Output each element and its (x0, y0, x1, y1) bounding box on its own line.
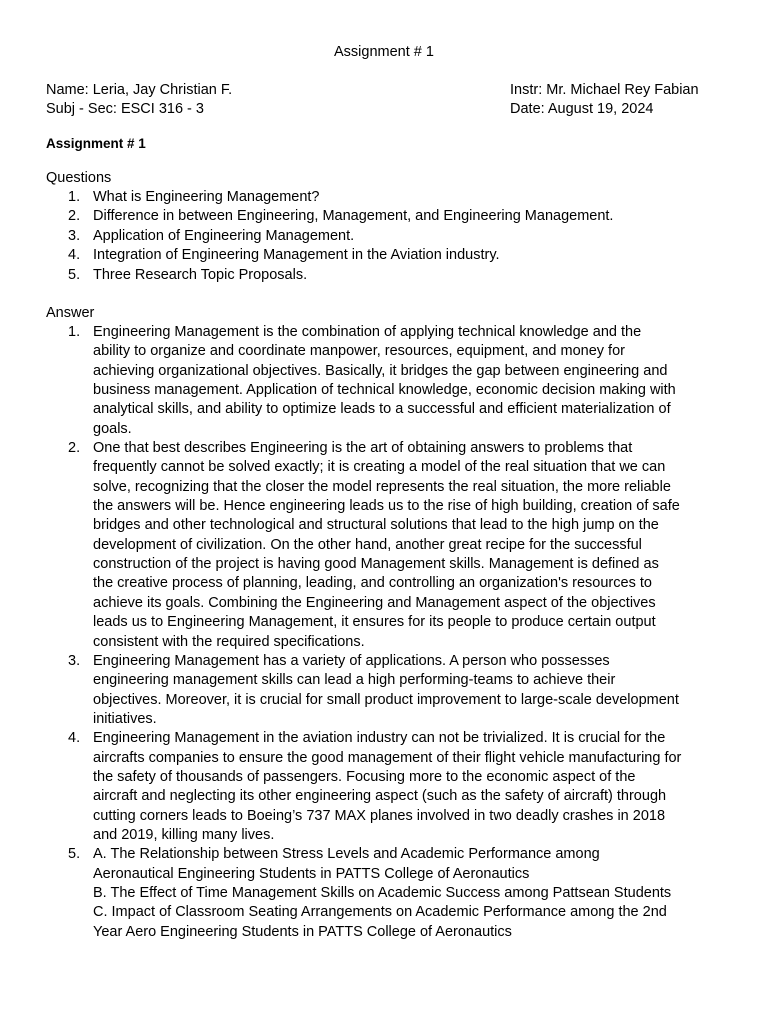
answer-item (46, 323, 728, 439)
answer-item (46, 845, 728, 942)
answer-line: leads us to Engineering Management, it ensures for its people to produce certain output (93, 614, 656, 631)
document-title: Assignment # 1 (334, 44, 434, 60)
answer-line: the answers will be. Hence engineering leads us to the rise of high building, creation of safe (93, 498, 680, 515)
answer-line: the creative process of planning, leading, and controlling an organization's resources to (93, 575, 652, 592)
answer-item (46, 652, 728, 729)
question-text: Integration of Engineering Management in the Aviation industry. (93, 247, 500, 264)
answer-line: Year Aero Engineering Students in PATTS College of Aeronautics (93, 923, 512, 940)
answer-line: A. The Relationship between Stress Levels and Academic Performance among (93, 846, 600, 863)
answer-number: 2. (68, 440, 81, 457)
answer-line: B. The Effect of Time Management Skills on Academic Success among Pattsean Students (93, 884, 672, 901)
course-info (510, 81, 699, 119)
answer-line: analytical skills, and ability to optimize leads to a successful and efficient materialization of (93, 401, 671, 418)
question-number: 5. (68, 266, 81, 283)
question-text: Difference in between Engineering, Management, and Engineering Management. (93, 208, 614, 225)
answer-line: solve, recognizing that the closer the model represents the real situation, the more reliable (93, 478, 671, 495)
submission-date: Date: August 19, 2024 (510, 101, 654, 117)
answer-line: ability to organize and coordinate manpower, resources, equipment, and money for (93, 343, 625, 360)
answer-line: Aeronautical Engineering Students in PATTS College of Aeronautics (93, 865, 530, 882)
answer-line: consistent with the required specifications. (93, 633, 365, 650)
assignment-heading: Assignment # 1 (46, 136, 146, 151)
answer-line: and 2019, killing many lives. (93, 826, 275, 843)
question-number: 4. (68, 247, 81, 264)
answer-number: 5. (68, 846, 81, 863)
answer-line: frequently cannot be solved exactly; it is creating a model of the real situation that we can (93, 459, 666, 476)
answer-item (46, 729, 728, 845)
answer-number: 4. (68, 730, 81, 747)
answers-heading: Answer (46, 305, 95, 321)
answer-line: C. Impact of Classroom Seating Arrangements on Academic Performance among the 2nd (93, 904, 667, 921)
answer-line: Engineering Management in the aviation industry can not be trivialized. It is crucial for the (93, 730, 666, 747)
question-item (46, 266, 728, 285)
answer-item (46, 439, 728, 652)
answer-number: 1. (68, 324, 81, 340)
question-item (46, 188, 728, 207)
answer-line: Engineering Management is the combination of applying technical knowledge and the (93, 324, 642, 340)
answer-line: development of civilization. On the other hand, another great recipe for the successful (93, 536, 642, 553)
answer-line: construction of the project is having good Management skills. Management is defined as (93, 556, 659, 573)
answer-line: initiatives. (93, 710, 157, 727)
answer-line: bridges and other technological and structural solutions that lead to the high jump on the (93, 517, 659, 534)
question-item (46, 246, 728, 265)
questions-heading: Questions (46, 170, 112, 186)
question-item (46, 207, 728, 226)
answer-line: engineering management skills can lead a high performing-teams to achieve their (93, 672, 616, 689)
answer-line: business management. Application of technical knowledge, economic decision making with (93, 382, 676, 399)
answers-list (46, 323, 728, 942)
answer-line: cutting corners leads to Boeing’s 737 MAX planes involved in two deadly crashes in 2018 (93, 807, 666, 824)
answer-line: One that best describes Engineering is the art of obtaining answers to problems that (93, 440, 633, 457)
answer-line: achieving organizational objectives. Basically, it bridges the gap between engineering and (93, 362, 668, 379)
question-number: 3. (68, 227, 81, 244)
question-number: 1. (68, 189, 81, 205)
instructor-name: Instr: Mr. Michael Rey Fabian (510, 82, 699, 98)
questions-list (46, 188, 728, 285)
question-number: 2. (68, 208, 81, 225)
answer-line: aircrafts companies to ensure the good management of their flight vehicle manufacturing for (93, 749, 682, 766)
student-info (46, 81, 232, 119)
question-text: Application of Engineering Management. (93, 227, 355, 244)
answer-line: aircraft and neglecting its other engineering aspect (such as the safety of aircraft) through (93, 788, 667, 805)
question-item (46, 227, 728, 246)
answer-line: the safety of thousands of passengers. Focusing more to the economic aspect of the (93, 768, 636, 785)
student-name: Name: Leria, Jay Christian F. (46, 82, 233, 98)
answer-line: Engineering Management has a variety of applications. A person who possesses (93, 652, 610, 669)
answer-line: achieve its goals. Combining the Engineering and Management aspect of the objectives (93, 594, 656, 611)
answer-line: objectives. Moreover, it is crucial for small product improvement to large-scale development (93, 691, 679, 708)
question-text: What is Engineering Management? (93, 189, 320, 205)
answer-line: goals. (93, 420, 132, 437)
question-text: Three Research Topic Proposals. (93, 266, 308, 283)
subject-section: Subj - Sec: ESCI 316 - 3 (46, 101, 204, 117)
answer-number: 3. (68, 652, 81, 669)
